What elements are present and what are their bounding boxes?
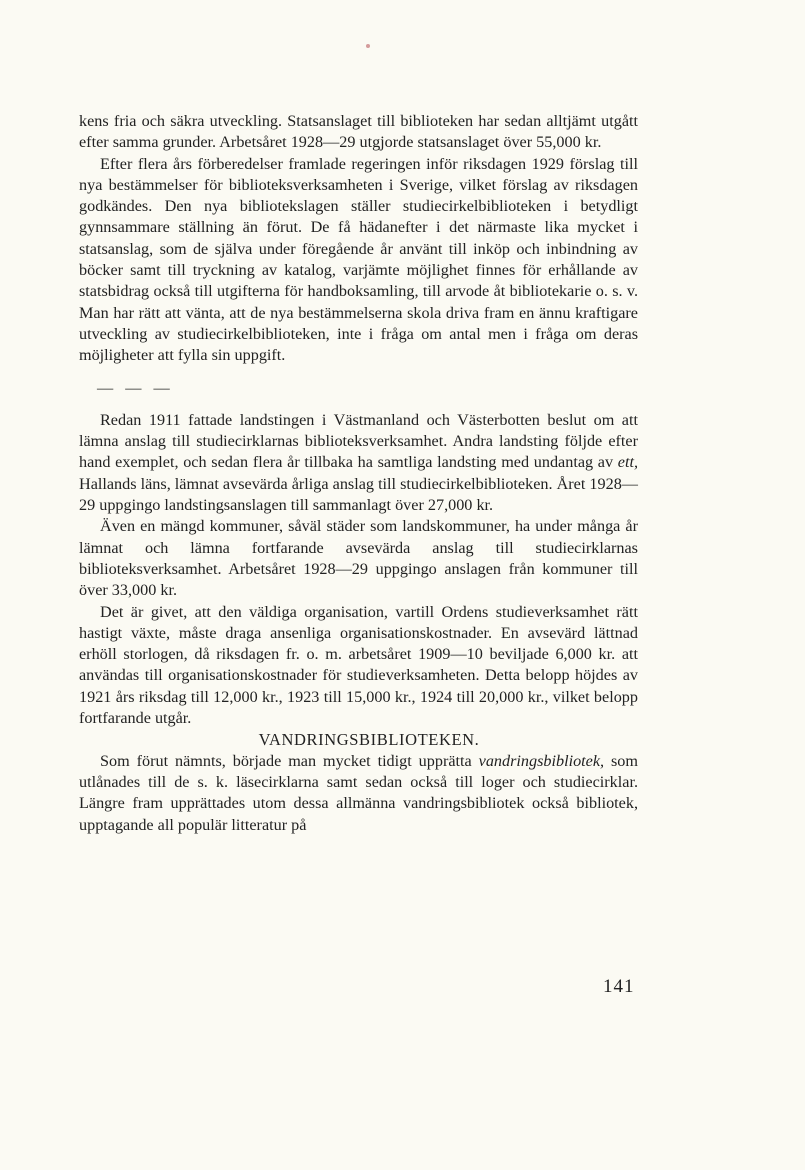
- paragraph-3-rest: Hallands läns, lämnat avsevärda årliga anslag till studiecirkelbiblioteken. Året 1928—29 uppgingo landstingsanslagen till sammanlagt över 27,000 kr.: [79, 474, 638, 515]
- paragraph-3: [79, 410, 638, 516]
- paragraph-5: Det är givet, att den väldiga organisation, vartill Ordens studieverksamhet rätt hastigt växte, måste draga ansenliga organisationskostnader. En avsevärd lättnad erhöll storlogen, då riksdagen fr. o. m. arbetsåret 1909—10 beviljade 6,000 kr. att användas till organisationskostnader för studieverksamheten. Detta belopp höjdes av 1921 års riksdag till 12,000 kr., 1923 till 15,000 kr., 1924 till 20,000 kr., vilket belopp fortfarande utgår.: [79, 602, 638, 728]
- body-text: [79, 111, 638, 836]
- paragraph-2: Efter flera års förberedelser framlade regeringen inför riksdagen 1929 förslag till nya bestämmelser för biblioteksverksamheten i Sverige, vilket förslag av riksdagen godkändes. Den nya bibliotekslagen ställer studiecirkelbiblioteken i betydligt gynnsammare ställning än förut. De få hädanefter i det närmaste lika mycket i statsanslag, som de själva under föregående år använt till inköp och inbindning av böcker samt till tryckning av katalog, varjämte möjlighet finnes för erhållande av statsbidrag också till utgifterna för handboksamling, till arvode åt bibliotekarie o. s. v. Man har rätt att vänta, att de nya bestämmelserna skola driva fram en ännu kraftigare utveckling av studiecirkelbiblioteken, inte i fråga om antal men i fråga om deras möjligheter att fylla sin uppgift.: [79, 154, 638, 365]
- paragraph-6-start: Som förut nämnts, började man mycket tidigt upprätta: [100, 751, 479, 770]
- paragraph-4: Även en mängd kommuner, såväl städer som landskommuner, ha under många år lämnat och lämna fortfarande avsevärda anslag till studiecirklarnas biblioteksverksamhet. Arbetsåret 1928—29 uppgingo anslagen från kommuner till över 33,000 kr.: [79, 517, 638, 600]
- ink-dot: [366, 44, 370, 48]
- paragraph-3-text: Redan 1911 fattade landstingen i Västmanland och Västerbotten beslut om att lämna anslag till studiecirklarnas biblioteksverksamhet. Andra landsting följde efter hand exemplet, och sedan flera år tillbaka ha samtliga landsting med undantag av: [79, 410, 638, 472]
- paragraph-6-rest: som utlånades till de s. k. läsecirklarna samt sedan också till loger och studiecirklar. Längre fram upprättades utom dessa allmänna vandringsbibliotek också bibliotek, upptagande all populär litteratur på: [79, 751, 638, 834]
- paragraph-1: kens fria och säkra utveckling. Statsanslaget till biblioteken har sedan alltjämt utgått efter samma grunder. Arbetsåret 1928—29 utgjorde statsanslaget över 55,000 kr.: [79, 112, 638, 152]
- section-heading: VANDRINGSBIBLIOTEKEN.: [258, 730, 480, 750]
- paragraph-3-italic: ett,: [617, 453, 639, 472]
- section-break: — — —: [97, 378, 174, 397]
- paragraph-6-italic: vandringsbibliotek,: [478, 751, 605, 770]
- page-number: 141: [603, 976, 635, 997]
- paragraph-6: [79, 751, 638, 836]
